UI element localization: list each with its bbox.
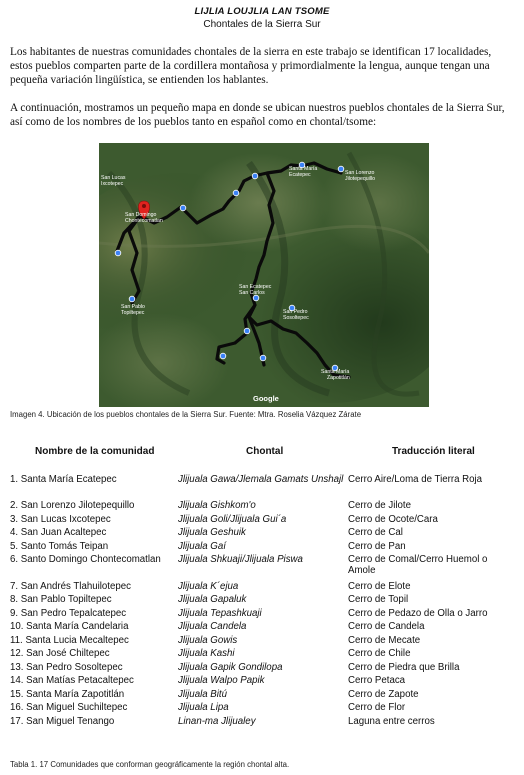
cell-translation: Cerro de Flor: [348, 702, 406, 713]
location-pin: [244, 328, 250, 334]
table-row: [0, 635, 524, 649]
cell-community: 6. Santo Domingo Chontecomatlan: [10, 554, 161, 565]
location-pin: [260, 355, 266, 361]
map-label: Ecatepec: [289, 172, 311, 178]
map-label: San Lorenzo: [345, 170, 375, 176]
map-label: Sosoltepec: [283, 315, 309, 321]
map-label: San Pablo: [121, 304, 145, 310]
table-row: [0, 474, 524, 500]
google-attribution: Google: [253, 394, 279, 403]
map-label: Zapotitlán: [327, 375, 350, 381]
column-header-community: Nombre de la comunidad: [35, 446, 155, 457]
cell-community: 2. San Lorenzo Jilotepequillo: [10, 500, 135, 511]
table-row: [0, 662, 524, 676]
cell-translation: Cerro de Topil: [348, 594, 409, 605]
location-pin: [115, 250, 121, 256]
column-header-translation: Traducción literal: [392, 446, 475, 457]
cell-chontal: Jlijuala Gapaluk: [178, 594, 247, 605]
location-pin: [233, 190, 239, 196]
cell-community: 7. San Andrés Tlahuilotepec: [10, 580, 131, 592]
cell-chontal: Jlijuala Geshuik: [178, 527, 246, 538]
cell-translation: Cerro Aire/Loma de Tierra Roja: [348, 474, 483, 485]
cell-translation: Cerro de Cal: [348, 527, 403, 538]
cell-community: 17. San Miguel Tenango: [10, 715, 115, 727]
table-row: [0, 500, 524, 514]
cell-chontal: Jlijuala Gowis: [178, 634, 238, 646]
cell-chontal: Jlijuala Gaí: [178, 540, 226, 552]
cell-chontal: Jlijuala Goli/Jlijuala Gui´a: [178, 513, 287, 525]
cell-translation: Cerro de Chile: [348, 648, 411, 659]
location-pin: [253, 295, 259, 301]
cell-chontal: Jlijuala Gishkom'o: [178, 500, 256, 511]
cell-translation: Cerro de Pedazo de Olla o Jarro: [348, 607, 488, 619]
map-label: Topiltepec: [121, 310, 145, 316]
table-row: [0, 648, 524, 662]
document-title: LIJLIA LOUJLIA LAN TSOME: [194, 6, 330, 17]
image-caption: Imagen 4. Ubicación de los pueblos chontales de la Sierra Sur. Fuente: Mtra. Roselia Vázquez Zárate: [10, 410, 362, 419]
cell-chontal: Jlijuala Lipa: [178, 702, 229, 713]
cell-community: 4. San Juan Acaltepec: [10, 527, 107, 538]
table-row: [0, 716, 524, 730]
cell-translation: Laguna entre cerros: [348, 715, 435, 727]
cell-translation: Cerro de Ocote/Cara: [348, 513, 438, 525]
intro-paragraph-1: Los habitantes de nuestras comunidades chontales de la sierra en este trabajo se identifican 17 localidades, estos pueblos comparten parte de la cordillera montañosa y primordialmente la lengua, aunque tengan una pequeña variación lingüística, se entienden los hablantes.: [10, 46, 492, 86]
cell-chontal: Jlijuala Tepashkuaji: [178, 607, 262, 619]
map-label: San Lucas: [101, 175, 126, 181]
map-label: Santa María: [321, 369, 350, 375]
cell-community: 12. San José Chiltepec: [10, 648, 110, 659]
table-row: [0, 527, 524, 541]
cell-translation: Cerro de Piedra que Brilla: [348, 661, 460, 673]
cell-community: 13. San Pedro Sosoltepec: [10, 661, 123, 673]
table-row: [0, 594, 524, 608]
cell-translation: Cerro de Mecate: [348, 634, 421, 646]
cell-community: 16. San Miguel Suchiltepec: [10, 702, 128, 713]
cell-community: 1. Santa María Ecatepec: [10, 474, 117, 485]
map-label: Santa María: [289, 166, 318, 172]
cell-translation: Cerro de Pan: [348, 540, 406, 552]
map-label: Ixcotepec: [101, 181, 124, 187]
cell-chontal: Jlijuala Gawa/Jlemala Gamats Unshajl: [178, 474, 344, 485]
table-caption: Tabla 1. 17 Comunidades que conforman geográficamente la región chontal alta.: [10, 760, 290, 769]
map-label: Jilotepequillo: [345, 176, 375, 182]
table-row: [0, 514, 524, 528]
communities-table: [0, 474, 524, 729]
location-pin: [252, 173, 258, 179]
cell-translation: Cerro de Zapote: [348, 688, 419, 700]
cell-community: 10. Santa María Candelaria: [10, 621, 129, 632]
map-label: Chontecomatlan: [125, 218, 163, 224]
map-label: San Ecatepec: [239, 284, 272, 290]
table-row: [0, 554, 524, 581]
location-pin: [129, 296, 135, 302]
map-label: San Pedro: [283, 309, 308, 315]
map-label: San Domingo: [125, 212, 157, 218]
table-row: [0, 608, 524, 622]
cell-chontal: Jlijuala Candela: [178, 621, 247, 632]
column-header-chontal: Chontal: [246, 446, 284, 457]
document-subtitle: Chontales de la Sierra Sur: [203, 19, 321, 30]
cell-translation: Cerro de Comal/Cerro Huemol o Amole: [348, 554, 488, 576]
table-row: [0, 541, 524, 555]
cell-community: 15. Santa María Zapotitlán: [10, 688, 125, 700]
cell-community: 14. San Matías Petacaltepec: [10, 675, 134, 686]
map-label: San Carlos: [239, 290, 265, 296]
cell-community: 9. San Pedro Tepalcatepec: [10, 607, 127, 619]
location-pin: [338, 166, 344, 172]
cell-translation: Cerro de Candela: [348, 621, 425, 632]
cell-chontal: Jlijuala Walpo Papik: [178, 675, 265, 686]
cell-community: 8. San Pablo Topiltepec: [10, 594, 112, 605]
cell-community: 11. Santa Lucia Mecaltepec: [10, 634, 129, 646]
table-row: [0, 581, 524, 595]
cell-chontal: Linan-ma Jlijualey: [178, 715, 256, 727]
cell-chontal: Jlijuala K´ejua: [178, 580, 239, 592]
cell-chontal: Jlijuala Gapik Gondilopa: [178, 661, 283, 673]
satellite-map: [99, 143, 429, 407]
intro-paragraph-2: A continuación, mostramos un pequeño mapa en donde se ubican nuestros pueblos chontales de la Sierra Sur, así como de los nombres de los pueblos tanto en español como en chontal/tsome:: [10, 102, 505, 128]
cell-translation: Cerro Petaca: [348, 675, 406, 686]
table-row: [0, 702, 524, 716]
table-row: [0, 621, 524, 635]
location-pin: [180, 205, 186, 211]
cell-community: 5. Santo Tomás Teipan: [10, 540, 109, 552]
cell-translation: Cerro de Jilote: [348, 500, 411, 511]
cell-chontal: Jlijuala Bitú: [178, 688, 228, 700]
cell-translation: Cerro de Elote: [348, 580, 411, 592]
map-image: [99, 143, 429, 407]
cell-community: 3. San Lucas Ixcotepec: [10, 513, 111, 525]
cell-chontal: Jlijuala Kashi: [178, 648, 235, 659]
cell-chontal: Jlijuala Shkuaji/Jlijuala Piswa: [178, 554, 303, 565]
table-row: [0, 689, 524, 703]
table-row: [0, 675, 524, 689]
location-pin: [220, 353, 226, 359]
